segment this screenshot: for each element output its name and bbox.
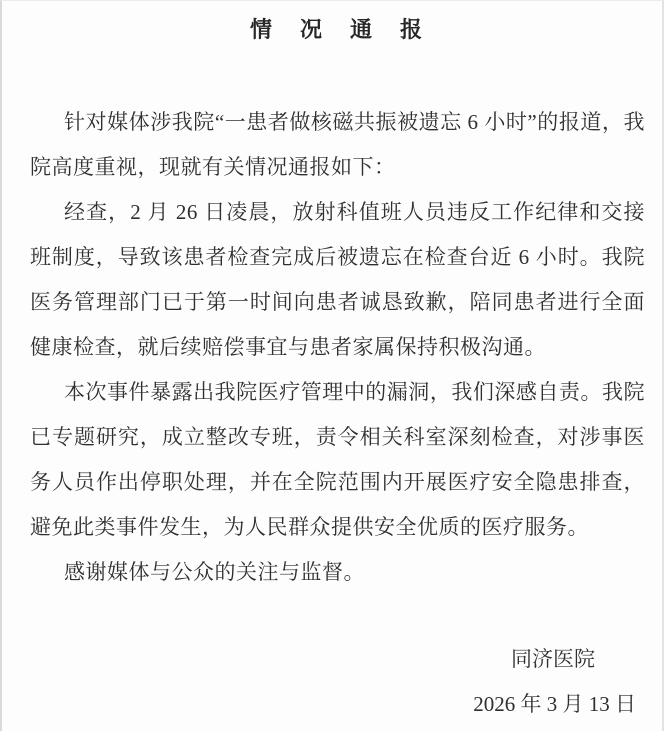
notice-paragraph-findings: 经查，2 月 26 日凌晨，放射科值班人员违反工作纪律和交接班制度，导致该患者检查完成后被遗忘在检查台近 6 小时。我院医务管理部门已于第一时间向患者诚恳致歉，陪同患者进行全面健康检查，就后续赔偿事宜与患者家属保持积极沟通。: [30, 200, 645, 359]
date: 2026 年 3 月 13 日: [473, 692, 636, 716]
signature: 同济医院: [511, 647, 595, 671]
page-title: 情 况 通 报: [249, 17, 425, 42]
notice-paragraph-intro: 针对媒体涉我院“一患者做核磁共振被遗忘 6 小时”的报道，我院高度重视，现就有关情况通报如下：: [30, 110, 645, 179]
notice-paragraph-thanks: 感谢媒体与公众的关注与监督。: [64, 560, 365, 584]
notice-paragraph-measures: 本次事件暴露出我院医疗管理中的漏洞，我们深感自责。我院已专题研究，成立整改专班，责令相关科室深刻检查，对涉事医务人员作出停职处理，并在全院范围内开展医疗安全隐患排查，避免此类事件发生，为人民群众提供安全优质的医疗服务。: [30, 380, 645, 539]
